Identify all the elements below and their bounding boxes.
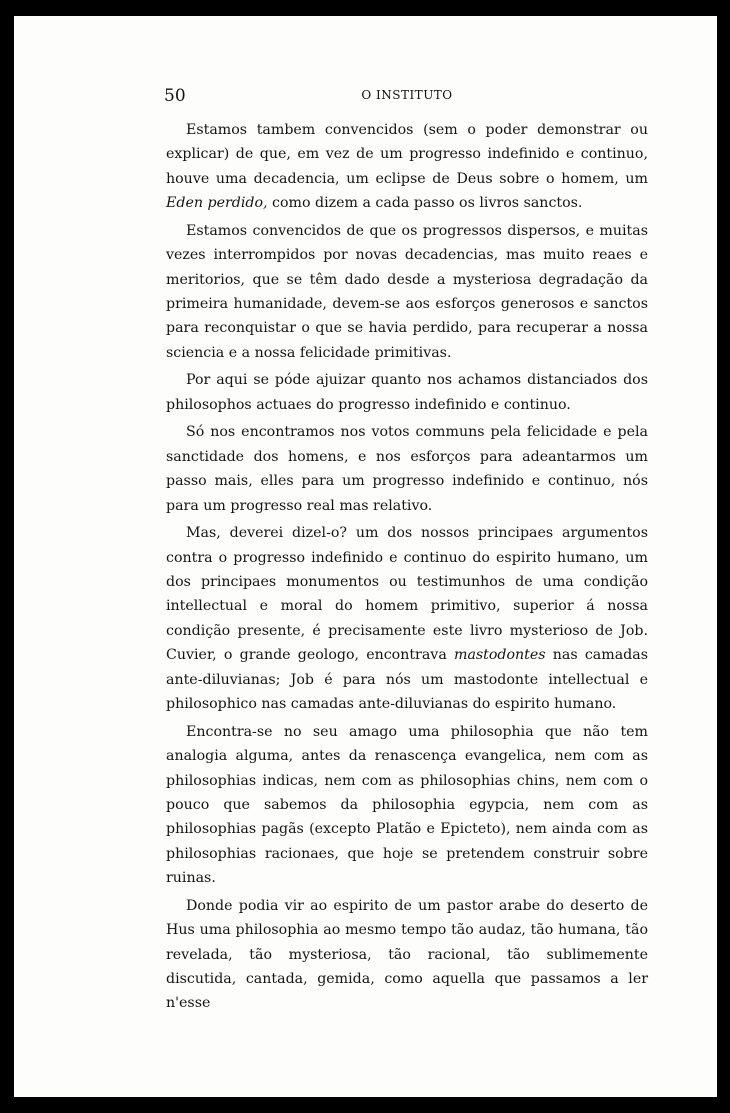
text-segment: Encontra-se no seu amago uma philosophia que não tem analogia alguma, antes da renascença evangelica, nem com as philosophias indicas, nem com as philosophias chins, nem com o pouco que sabemos da philosophia egypcia, nem com as philosophias pagãs (excepto Platão e Epicteto), nem ainda com as philosophias racionaes, que hoje se pretendem construir sobre ruinas. [166,723,648,887]
body-text [166,118,648,1019]
text-segment: Só nos encontramos nos votos communs pela felicidade e pela sanctidade dos homens, e nos esforços para adeantarmos um passo mais, elles para um progresso indefinido e continuo, nós para um progresso real mas relativo. [166,424,648,514]
text-segment: como dizem a cada passo os livros sanctos. [267,195,583,212]
paragraph [166,521,648,716]
paragraph [166,420,648,518]
emphasized-text: Eden perdido, [166,195,268,212]
text-segment: Estamos tambem convencidos (sem o poder demonstrar ou explicar) de que, em vez de um progresso indefinido e continuo, houve uma decadencia, um eclipse de Deus sobre o homem, um [166,122,648,187]
paragraph [166,368,648,417]
text-segment: Por aqui se póde ajuizar quanto nos achamos distanciados dos philosophos actuaes do progresso indefinido e continuo. [166,372,648,413]
paragraph [166,118,648,216]
paragraph [166,720,648,891]
paragraph [166,219,648,365]
page [14,16,717,1097]
text-segment: Donde podia vir ao espirito de um pastor arabe do deserto de Hus uma philosophia ao mesmo tempo tão audaz, tão humana, tão revelada, tão mysteriosa, tão racional, tão sublimemente discutida, cantada, gemida, como aquella que passamos a ler n'esse [166,897,648,1012]
paragraph [166,894,648,1016]
running-title: O INSTITUTO [361,88,453,102]
emphasized-text: mastodontes [453,647,546,664]
page-header [164,86,650,110]
page-number: 50 [164,86,186,106]
text-segment: Estamos convencidos de que os progressos dispersos, e muitas vezes interrompidos por novas decadencias, mas muito reaes e meritorios, que se têm dado desde a mysteriosa degradação da primeira humanidade, devem-se aos esforços generosos e sanctos para reconquistar o que se havia perdido, para recuperar a nossa sciencia e a nossa felicidade primitivas. [166,222,648,361]
text-segment: Mas, deverei dizel-o? um dos nossos principaes argumentos contra o progresso indefinido e continuo do espirito humano, um dos principaes monumentos ou testimunhos de uma condição intellectual e moral do homem primitivo, superior á nossa condição presente, é precisamente este livro mysterioso de Job. Cuvier, o grande geologo, encontrava [166,525,648,664]
text-segment: nas camadas ante-diluvianas; Job é para nós um mastodonte intellectual e philosophico nas camadas ante-diluvianas do espirito humano. [166,647,648,713]
